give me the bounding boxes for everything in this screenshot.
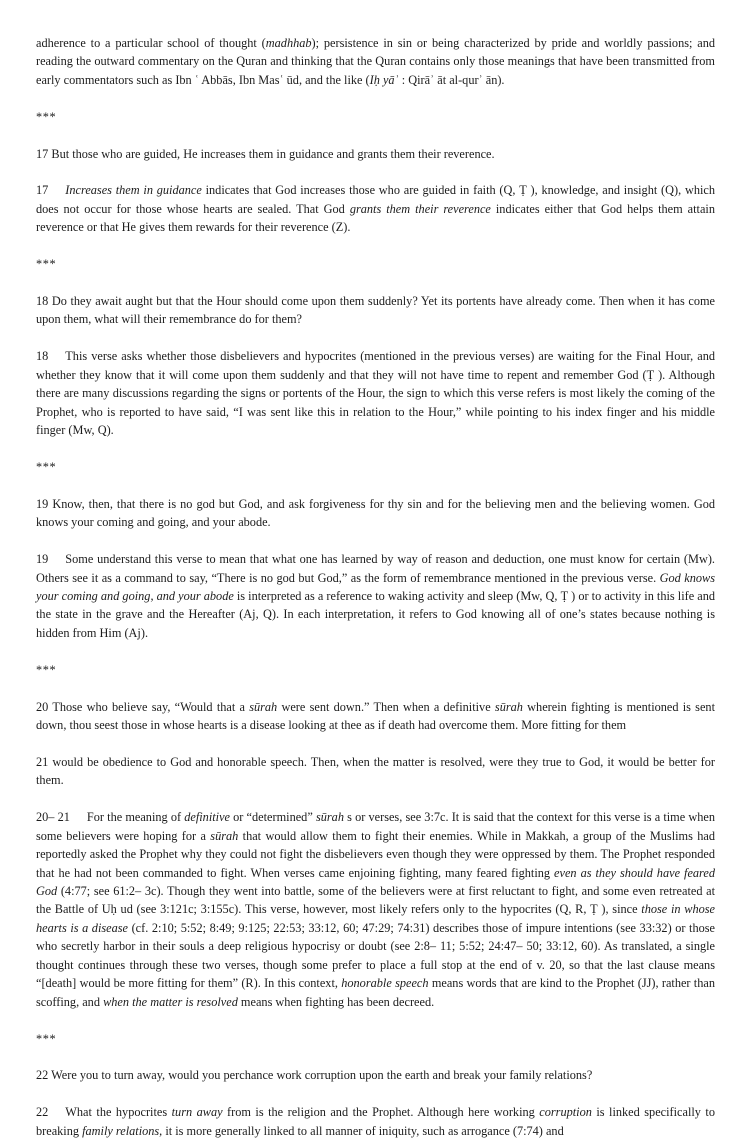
spacer (36, 735, 715, 753)
spacer (36, 163, 715, 181)
verse-17-paragraph (36, 145, 715, 163)
section-divider-2: *** (36, 257, 57, 272)
spacer (36, 532, 715, 550)
commentary-22-text-4: it is more generally linked to all manner of iniquity, such as arrogance (7:74) and (162, 1123, 564, 1138)
commentary-19-text-1: Some understand this verse to mean that what one has learned by way of reason and deduction, one must know for certain (Mw). Others see it as a command to say, “There is no god but God,” as the form of remembrance mentioned in the previous verse. (36, 552, 715, 585)
section-divider-4: *** (36, 662, 57, 677)
spacer (36, 329, 715, 347)
commentary-17-paragraph (36, 181, 715, 236)
commentary-17-italic-1: Increases them in guidance (65, 183, 202, 198)
commentary-20-21-text-7: means words that are kind to the Prophet (JJ), rather than scoffing, and (36, 976, 715, 1009)
spacer (36, 1085, 715, 1103)
commentary-20-21-italic-4: even as they should have feared God (36, 865, 715, 899)
commentary-17-number: 17 (36, 183, 49, 198)
spacer (36, 790, 715, 808)
verse-20-paragraph (36, 698, 715, 735)
spacer (36, 642, 715, 660)
commentary-22-number: 22 (36, 1105, 49, 1120)
page-content (36, 34, 715, 1140)
verse-22-paragraph (36, 1066, 715, 1084)
continuation-text-3: : Qirāʾ āt al-qurʾ ān). (398, 72, 505, 87)
commentary-22-italic-2: corruption (539, 1105, 592, 1120)
commentary-22-text-2: from is the religion and the Prophet. Although here working (222, 1105, 540, 1120)
continuation-italic-2: Iḥ yāʾ (369, 72, 399, 87)
verse-17-text: But those who are guided, He increases them in guidance and grants them their reverence. (51, 146, 495, 161)
commentary-17-text-1: indicates that God increases those who are guided in faith (Q, Ṭ ), knowledge, and insight (Q), which does not occur for those whose hearts are sealed. That God (36, 183, 716, 216)
verse-20-text-3: wherein fighting is mentioned is sent down, thou seest those in whose hearts is a disease looking at thee as if death had overcome them. More fitting for them (36, 699, 715, 733)
verse-21-text: would be obedience to God and honorable speech. Then, when the matter is resolved, were they true to God, it would be better for them. (36, 754, 715, 788)
verse-22-number: 22 (36, 1068, 49, 1083)
verse-20-text-2: were sent down.” Then when a definitive (277, 699, 495, 714)
commentary-19-italic-1: God knows your coming and going, and your abode (36, 570, 715, 604)
continuation-text-1: adherence to a particular school of thought ( (36, 36, 266, 50)
spacer (36, 274, 715, 292)
commentary-20-21-italic-6: honorable speech (341, 976, 429, 991)
verse-20-text-1: Those who believe say, “Would that a (52, 699, 250, 714)
commentary-20-21-text-6: (cf. 2:10; 5:52; 8:49; 9:125; 22:53; 33:12, 60; 47:29; 74:31) describes those of impure intentions (see 33:32) or those who secretly harbor in their souls a deep religious hypocrisy or doubt (see 2:8– 11; 5:52; 24:47– 50; 33:12, 60). As translated, a single thought continues through these two verses, though some prefer to place a full stop at the end of v. 20, so that the last clause means “[death] would be more fitting for them” (R). In this context, (36, 920, 716, 991)
commentary-22-text-3: is linked specifically to breaking (36, 1105, 715, 1138)
verse-18-text: Do they await aught but that the Hour should come upon them suddenly? Yet its portents have already come. Then when it has come upon them, what will their remembrance do for them? (36, 294, 715, 327)
commentary-20-21-text-1: For the meaning of (86, 810, 185, 825)
commentary-19-text-2: is interpreted as a reference to waking activity and sleep (Mw, Q, Ṭ ) or to activity in this life and the state in the grave and the Hereafter (Aj, Q). In each interpretation, it refers to God knowing all of one’s states because nothing is hidden from Him (Aj). (36, 589, 715, 640)
spacer (36, 440, 715, 458)
commentary-20-21-text-5: (4:77; see 61:2– 3c). Though they went into battle, some of the believers were at first reluctant to fight, and some even retreated at the Battle of Uḥ ud (see 3:121c; 3:155c). This verse, however, most likely refers only to the hypocrites (Q, R, Ṭ ), since (36, 884, 715, 917)
spacer (36, 679, 715, 697)
verse-21-number: 21 (36, 754, 49, 769)
section-divider-1: *** (36, 109, 57, 124)
spacer (36, 237, 715, 255)
commentary-20-21-text-8: means when fighting has been decreed. (237, 994, 435, 1009)
commentary-20-21-text-2: or “determined” (230, 810, 316, 825)
verse-20-number: 20 (36, 699, 49, 714)
verse-18-paragraph (36, 292, 715, 329)
commentary-20-21-italic-3: sūrah (210, 828, 239, 843)
spacer (36, 476, 715, 494)
verse-21-paragraph (36, 753, 715, 790)
commentary-22-italic-1: turn away (171, 1105, 223, 1120)
commentary-20-21-italic-5: those in whose hearts is a disease (36, 902, 715, 935)
verse-22-text: Were you to turn away, would you perchance work corruption upon the earth and break your family relations? (51, 1068, 593, 1083)
verse-20-italic-2: sūrah (494, 699, 523, 714)
spacer (36, 1048, 715, 1066)
commentary-20-21-italic-1: definitive (184, 810, 230, 825)
commentary-18-paragraph (36, 347, 715, 439)
continuation-paragraph (36, 34, 715, 89)
verse-17-number: 17 (36, 146, 49, 161)
verse-19-paragraph (36, 495, 715, 532)
section-divider-5: *** (36, 1031, 57, 1046)
commentary-20-21-number: 20– 21 (36, 810, 70, 825)
commentary-20-21-italic-2: sūrah (315, 810, 344, 825)
continuation-italic-1: madhhab (265, 36, 312, 50)
commentary-17-italic-2: grants them their reverence (349, 201, 491, 216)
commentary-22-italic-3: family relations, (82, 1123, 163, 1138)
spacer (36, 126, 715, 144)
commentary-19-paragraph (36, 550, 715, 642)
commentary-17-text-2: indicates either that God helps them attain reverence or that He gives them rewards for their reverence (Z). (36, 201, 715, 235)
commentary-22-text-1: What the hypocrites (65, 1105, 172, 1120)
section-divider-3: *** (36, 459, 57, 474)
continuation-text-2: ); persistence in sin or being characterized by pride and worldly passions; and reading the outward commentary on the Quran and thinking that the Quran contains only those meanings that have been transmitted from early commentators such as Ibn ʿ Abbās, Ibn Masʿ ūd, and the like ( (36, 36, 715, 87)
commentary-18-text: This verse asks whether those disbelievers and hypocrites (mentioned in the previous verses) are waiting for the Final Hour, and whether they know that it will come upon them suddenly and that they will not have time to repent and remember God (Ṭ ). Although there are many discussions regarding the signs or portents of the Hour, the sign to which this verse refers is most likely the coming of the Prophet, who is reported to have said, “I was sent like this in relation to the Hour,” while pointing to his index finger and his middle finger (Mw, Q). (36, 349, 715, 438)
commentary-22-paragraph (36, 1103, 715, 1140)
commentary-20-21-italic-7: when the matter is resolved (103, 994, 238, 1009)
commentary-19-number: 19 (36, 552, 49, 567)
verse-18-number: 18 (36, 294, 49, 309)
spacer (36, 1011, 715, 1029)
verse-20-italic-1: sūrah (249, 699, 278, 714)
commentary-20-21-paragraph (36, 808, 715, 1011)
verse-19-number: 19 (36, 496, 49, 511)
commentary-20-21-text-3: s or verses, see 3:7c. It is said that the context for this verse is a time when some believers were hoping for a (36, 810, 715, 843)
commentary-18-number: 18 (36, 349, 49, 364)
commentary-20-21-text-4: that would allow them to fight their enemies. While in Makkah, a group of the Muslims had reportedly asked the Prophet why they could not fight the disbelievers even though they were oppressed by them. The Prophet responded that he had not been commanded to fight. When verses came enjoining fighting, many feared fighting (36, 828, 715, 880)
verse-19-text: Know, then, that there is no god but God, and ask forgiveness for thy sin and for the believing men and the believing women. God knows your coming and going, and your abode. (36, 496, 715, 530)
spacer (36, 89, 715, 107)
